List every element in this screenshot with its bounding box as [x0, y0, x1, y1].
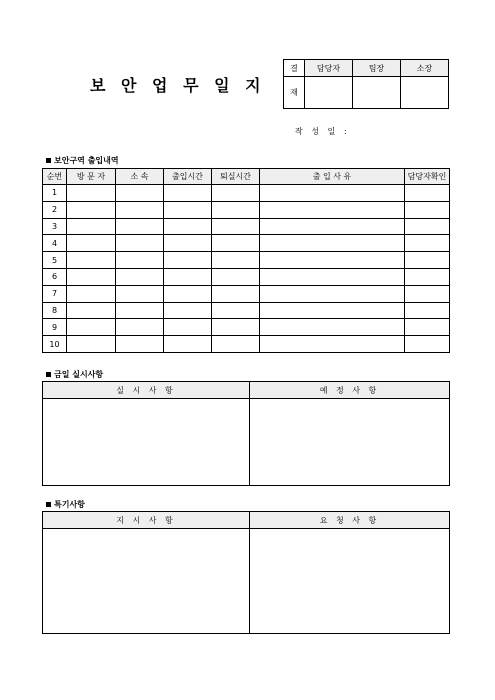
- table-cell[interactable]: [405, 319, 450, 336]
- table-cell[interactable]: [67, 302, 116, 319]
- table-cell[interactable]: [116, 252, 164, 269]
- table-row: [43, 302, 450, 319]
- requests-textarea[interactable]: [250, 529, 450, 634]
- table-cell[interactable]: [212, 285, 260, 302]
- table-row: [43, 285, 450, 302]
- entry-log-table: [42, 168, 450, 353]
- table-row: [43, 201, 450, 218]
- col-header-exit-time: 퇴실시간: [212, 169, 260, 185]
- table-cell[interactable]: [67, 268, 116, 285]
- approval-sign-box[interactable]: [305, 77, 353, 109]
- table-cell[interactable]: [116, 268, 164, 285]
- table-cell[interactable]: [164, 285, 212, 302]
- approval-label-top: 결: [284, 60, 305, 77]
- section-title-text: 금일 실시사항: [54, 370, 104, 379]
- table-cell[interactable]: [212, 218, 260, 235]
- row-number: 3: [43, 218, 67, 235]
- table-cell[interactable]: [405, 218, 450, 235]
- table-cell[interactable]: [164, 268, 212, 285]
- table-cell[interactable]: [67, 252, 116, 269]
- table-row: [43, 268, 450, 285]
- table-cell[interactable]: [164, 218, 212, 235]
- table-cell[interactable]: [260, 319, 405, 336]
- approval-sign-box[interactable]: [353, 77, 401, 109]
- table-cell[interactable]: [260, 218, 405, 235]
- table-cell[interactable]: [405, 336, 450, 353]
- approval-table: [283, 59, 449, 109]
- table-row: [43, 235, 450, 252]
- table-cell[interactable]: [67, 319, 116, 336]
- table-cell[interactable]: [260, 201, 405, 218]
- table-cell[interactable]: [67, 336, 116, 353]
- table-cell[interactable]: [260, 336, 405, 353]
- square-bullet-icon: [46, 502, 51, 507]
- table-cell[interactable]: [164, 319, 212, 336]
- table-cell[interactable]: [260, 252, 405, 269]
- col-header-reason: 출 입 사 유: [260, 169, 405, 185]
- special-notes-table: [42, 511, 450, 634]
- table-cell[interactable]: [212, 185, 260, 202]
- table-cell[interactable]: [116, 302, 164, 319]
- table-cell[interactable]: [212, 201, 260, 218]
- approval-header-manager: 담당자: [305, 60, 353, 77]
- table-cell[interactable]: [116, 336, 164, 353]
- table-cell[interactable]: [260, 268, 405, 285]
- row-number: 8: [43, 302, 67, 319]
- table-cell[interactable]: [405, 235, 450, 252]
- approval-header-team-lead: 팀장: [353, 60, 401, 77]
- today-tasks-table: [42, 381, 450, 486]
- table-cell[interactable]: [405, 201, 450, 218]
- col-header-entry-time: 출입시간: [164, 169, 212, 185]
- table-cell[interactable]: [116, 201, 164, 218]
- table-cell[interactable]: [116, 218, 164, 235]
- instructions-textarea[interactable]: [43, 529, 250, 634]
- section-title-today: [46, 369, 103, 380]
- section-title-entry-log: [46, 155, 119, 166]
- table-cell[interactable]: [67, 218, 116, 235]
- table-row: [43, 336, 450, 353]
- table-cell[interactable]: [405, 268, 450, 285]
- page-title: 보 안 업 무 일 지: [90, 76, 266, 95]
- table-cell[interactable]: [260, 285, 405, 302]
- table-cell[interactable]: [67, 285, 116, 302]
- table-row: [43, 252, 450, 269]
- table-cell[interactable]: [67, 235, 116, 252]
- col-header-instructions: 지 시 사 항: [43, 512, 250, 529]
- table-cell[interactable]: [212, 268, 260, 285]
- table-cell[interactable]: [260, 302, 405, 319]
- table-cell[interactable]: [212, 319, 260, 336]
- table-cell[interactable]: [405, 252, 450, 269]
- col-header-planned: 예 정 사 항: [250, 382, 450, 399]
- section-title-special: [46, 499, 85, 510]
- row-number: 6: [43, 268, 67, 285]
- row-number: 1: [43, 185, 67, 202]
- table-cell[interactable]: [405, 302, 450, 319]
- row-number: 5: [43, 252, 67, 269]
- section-title-text: 보안구역 출입내역: [54, 156, 119, 165]
- table-cell[interactable]: [116, 319, 164, 336]
- row-number: 9: [43, 319, 67, 336]
- col-header-done: 실 시 사 항: [43, 382, 250, 399]
- table-cell[interactable]: [116, 285, 164, 302]
- date-label: 작 성 일 :: [295, 127, 350, 136]
- table-cell[interactable]: [116, 235, 164, 252]
- row-number: 2: [43, 201, 67, 218]
- table-cell[interactable]: [260, 235, 405, 252]
- planned-textarea[interactable]: [250, 399, 450, 486]
- table-cell[interactable]: [164, 201, 212, 218]
- table-cell[interactable]: [405, 285, 450, 302]
- col-header-visitor: 방 문 자: [67, 169, 116, 185]
- table-cell[interactable]: [212, 336, 260, 353]
- table-cell[interactable]: [212, 302, 260, 319]
- table-cell[interactable]: [212, 235, 260, 252]
- table-cell[interactable]: [164, 252, 212, 269]
- square-bullet-icon: [46, 158, 51, 163]
- done-textarea[interactable]: [43, 399, 250, 486]
- row-number: 10: [43, 336, 67, 353]
- table-cell[interactable]: [164, 336, 212, 353]
- table-cell[interactable]: [405, 185, 450, 202]
- table-cell[interactable]: [67, 185, 116, 202]
- table-row: [43, 319, 450, 336]
- table-cell[interactable]: [260, 185, 405, 202]
- table-cell[interactable]: [164, 235, 212, 252]
- row-number: 4: [43, 235, 67, 252]
- col-header-affiliation: 소 속: [116, 169, 164, 185]
- col-header-confirm: 담당자확인: [405, 169, 450, 185]
- approval-label-bottom: 재: [284, 77, 305, 109]
- row-number: 7: [43, 285, 67, 302]
- approval-sign-box[interactable]: [401, 77, 449, 109]
- table-cell[interactable]: [164, 185, 212, 202]
- col-header-requests: 요 청 사 항: [250, 512, 450, 529]
- table-cell[interactable]: [67, 201, 116, 218]
- section-title-text: 특기사항: [54, 500, 85, 509]
- approval-header-director: 소장: [401, 60, 449, 77]
- table-cell[interactable]: [116, 185, 164, 202]
- table-cell[interactable]: [212, 252, 260, 269]
- col-header-no: 순번: [43, 169, 67, 185]
- table-row: [43, 218, 450, 235]
- table-row: [43, 185, 450, 202]
- table-cell[interactable]: [164, 302, 212, 319]
- square-bullet-icon: [46, 372, 51, 377]
